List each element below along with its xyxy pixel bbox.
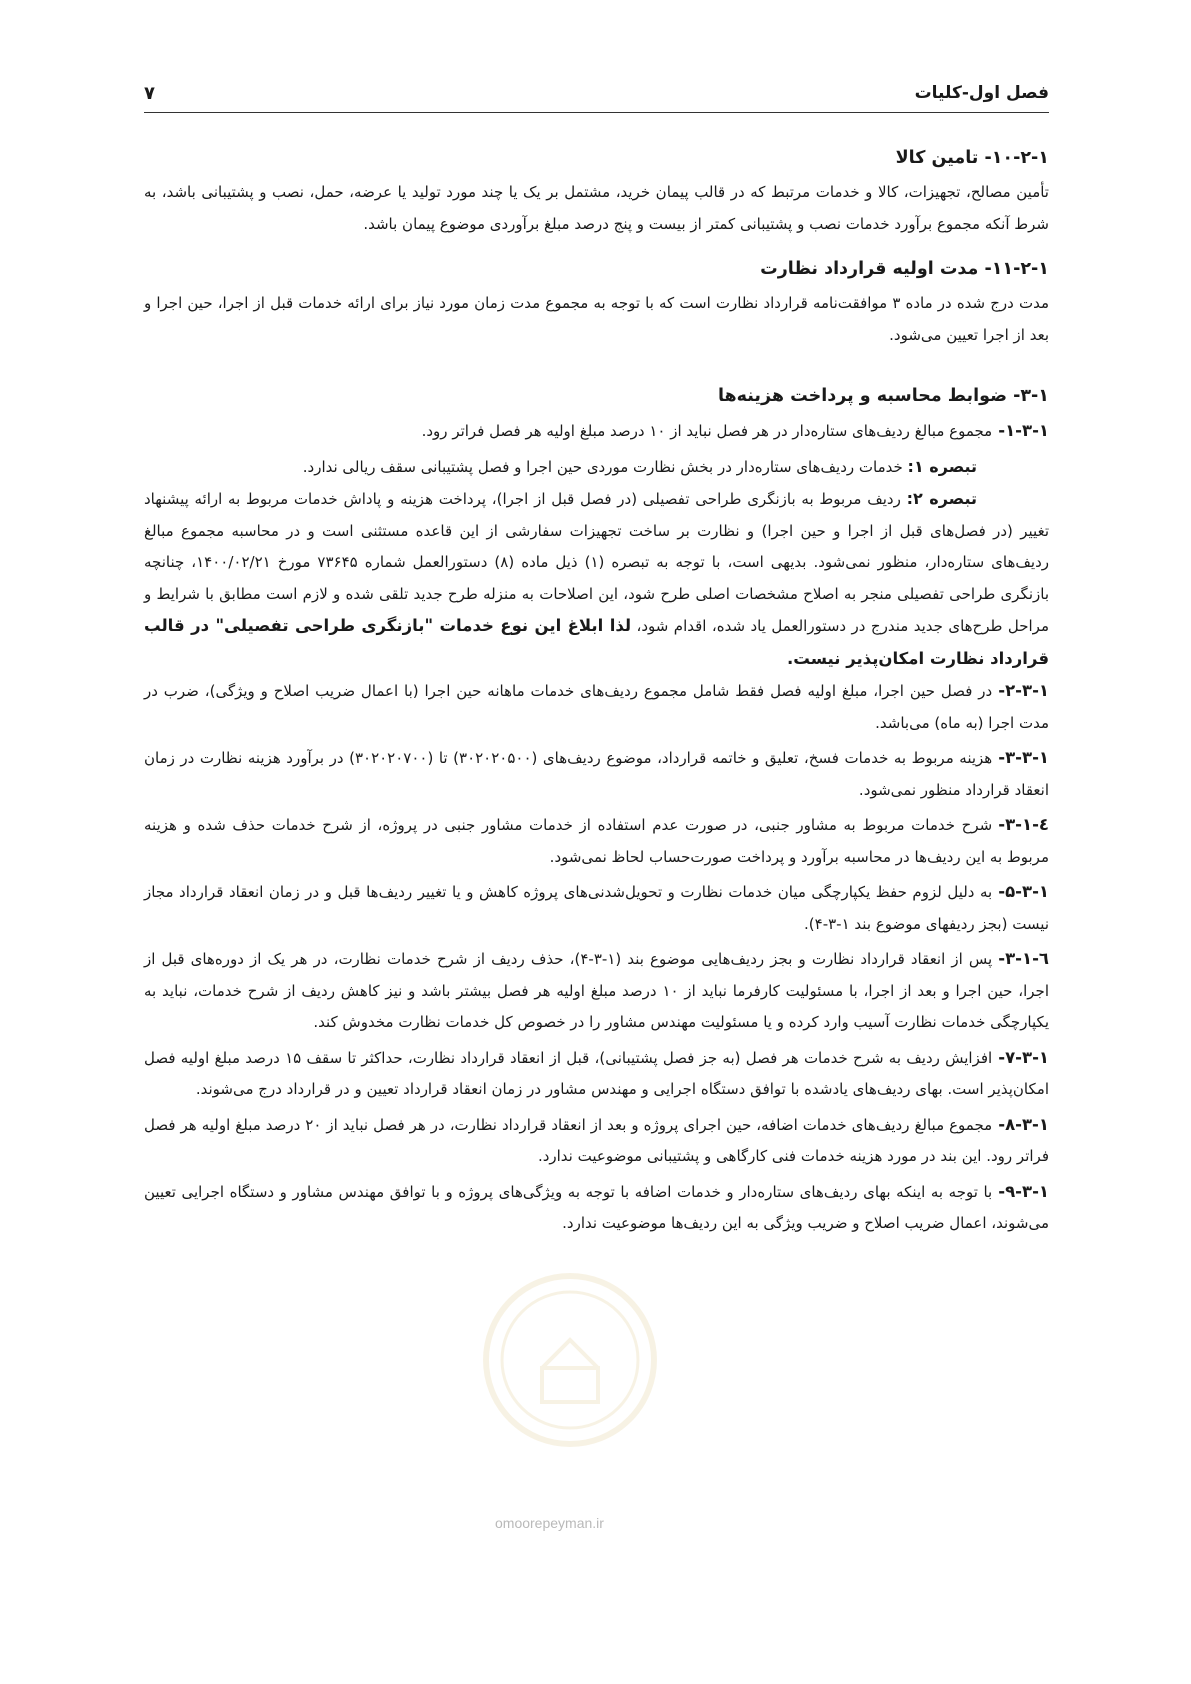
clause-number: ٤-۳-۱- — [998, 815, 1049, 834]
note-label: تبصره ۲: — [906, 489, 977, 508]
clause-number: ۱-۳-۱- — [998, 421, 1049, 440]
clause-text: با توجه به اینکه بهای ردیف‌های ستاره‌دار و خدمات اضافه با توجه به ویژگی‌های پروژه و با توافق مهندس مشاور و دستگاه اجرایی تعیین می‌شوند، اعمال ضریب اصلاح و ضریب ویژگی به این ردیف‌ها موضوعیت ندارد. — [144, 1182, 1049, 1232]
note-2 — [144, 483, 1049, 675]
clause-number: ۲-۳-۱- — [998, 681, 1049, 700]
clause-text: شرح خدمات مربوط به مشاور جنبی، در صورت عدم استفاده از خدمات مشاور جنبی در پروژه، از شرح خدمات حذف شده و هزینه مربوط به این ردیف‌ها در محاسبه برآورد و پرداخت صورت‌حساب لحاظ نمی‌شود. — [144, 816, 1049, 866]
clause-number: ۷-۳-۱- — [998, 1047, 1049, 1067]
clause-text: افزایش ردیف به شرح خدمات هر فصل (به جز فصل پشتیبانی)، قبل از انعقاد قرارداد نظارت، حداکثر تا سقف ۱۵ درصد مبلغ اولیه فصل امکان‌پذیر است. بهای ردیف‌های یادشده با توافق دستگاه اجرایی و مهندس مشاور در زمان انعقاد قرارداد تعیین و در قرارداد درج می‌شوند. — [144, 1048, 1049, 1098]
section-body-1-2-11: مدت درج شده در ماده ۳ موافقت‌نامه قرارداد نظارت است که با توجه به مجموع مدت زمان مورد نیاز برای ارائه خدمات قبل از اجرا، حین اجرا و بعد از اجرا تعیین می‌شود. — [144, 294, 1049, 344]
clause-1-3-4 — [144, 809, 1049, 873]
page-header — [144, 78, 1049, 108]
clause-1-3-5 — [144, 876, 1049, 940]
note-text: خدمات ردیف‌های ستاره‌دار در بخش نظارت موردی حین اجرا و فصل پشتیبانی سقف ریالی ندارد. — [302, 457, 903, 476]
note-label: تبصره ۱: — [907, 456, 977, 476]
clause-1-3-1 — [144, 415, 1049, 448]
section-body-1-2-10: تأمین مصالح، تجهیزات، کالا و خدمات مرتبط که در قالب پیمان خرید، مشتمل بر یک یا چند مورد تولید یا عرضه، حمل، نصب و پشتیبانی باشد، به شرط آنکه مجموع برآورد خدمات نصب و پشتیبانی کمتر از بیست و پنج درصد مبلغ برآوردی موضوع پیمان باشد. — [144, 183, 1049, 233]
watermark-seal-icon — [480, 1270, 660, 1450]
clause-number: ۹-۳-۱- — [998, 1181, 1049, 1201]
clause-1-3-9 — [144, 1176, 1049, 1240]
clause-number: ۳-۳-۱- — [998, 748, 1049, 767]
clause-text: مجموع مبالغ ردیف‌های خدمات اضافه، حین اجرای پروژه و بعد از انعقاد قرارداد نظارت، در هر فصل نباید از ۲۰ درصد مبلغ اولیه هر فصل فراتر رود. این بند در مورد هزینه خدمات فنی کارگاهی و پشتیبانی موضوعیت ندارد. — [144, 1115, 1049, 1165]
clause-1-3-8 — [144, 1109, 1049, 1173]
clause-1-3-3 — [144, 742, 1049, 806]
clause-text: پس از انعقاد قرارداد نظارت و بجز ردیف‌هایی موضوع بند (۱-۳-۴)، حذف ردیف از شرح خدمات نظارت، در هر یک از دوره‌های قبل از اجرا، حین اجرا و بعد از اجرا، با مسئولیت کارفرما نباید از ۱۰ درصد مبلغ اولیه هر فصل بیشتر باشد و نیز کاهش ردیف از شرح خدمات، نباید به یکپارچگی خدمات نظارت آسیب وارد کرده و یا مسئولیت مهندس مشاور را در خصوص کل خدمات نظارت مخدوش کند. — [144, 950, 1049, 1031]
section-title-1-3: ۳-۱- ضوابط محاسبه و پرداخت هزینه‌ها — [717, 386, 1049, 406]
watermark-site-text: omoorepeyman.ir — [495, 1515, 604, 1531]
watermark-site — [495, 1515, 604, 1531]
page-content — [144, 143, 1049, 1243]
clause-1-3-7 — [144, 1042, 1049, 1106]
header-divider — [144, 112, 1049, 113]
section-title-1-2-11: ۱۱-۲-۱- مدت اولیه قرارداد نظارت — [760, 259, 1049, 279]
section-title-1-2-10: ۱۰-۲-۱- تامین کالا — [895, 148, 1049, 168]
note-emphasis: لذا ابلاغ این نوع خدمات "بازنگری طراحی تفصیلی" در قالب قرارداد نظارت امکان‌پذیر نیست. — [144, 616, 1049, 668]
clause-text: مجموع مبالغ ردیف‌های ستاره‌دار در هر فصل نباید از ۱۰ درصد مبلغ اولیه هر فصل فراتر رود. — [421, 422, 993, 440]
clause-text: به دلیل لزوم حفظ یکپارچگی میان خدمات نظارت و تحویل‌شدنی‌های پروژه کاهش و یا تغییر ردیف‌ها قبل و در زمان انعقاد قرارداد مجاز نیست (بجز ردیفهای موضوع بند ۱-۳-۴). — [144, 883, 1049, 933]
clause-number: ۸-۳-۱- — [998, 1114, 1049, 1134]
clause-text: هزینه مربوط به خدمات فسخ، تعلیق و خاتمه قرارداد، موضوع ردیف‌های (۳۰۲۰۲۰۵۰۰) تا (۳۰۲۰۲۰۷۰۰) در برآورد هزینه نظارت در زمان انعقاد قرارداد منظور نمی‌شود. — [144, 749, 1049, 799]
clause-text: در فصل حین اجرا، مبلغ اولیه فصل فقط شامل مجموع ردیف‌های خدمات ماهانه حین اجرا (با اعمال ضریب اصلاح و ویژگی)، ضرب در مدت اجرا (به ماه) می‌باشد. — [144, 682, 1049, 732]
clause-1-3-2 — [144, 675, 1049, 739]
clause-number: ٦-۳-۱- — [998, 949, 1049, 968]
page-number: ۷ — [144, 82, 155, 104]
chapter-title: فصل اول-کلیات — [914, 83, 1049, 103]
note-1 — [144, 451, 1049, 484]
clause-1-3-6 — [144, 943, 1049, 1039]
clause-number: ۵-۳-۱- — [998, 882, 1049, 901]
note-text: ردیف مربوط به بازنگری طراحی تفصیلی (در فصل قبل از اجرا)، پرداخت هزینه و پاداش خدمات مربوط به ارائه پیشنهاد تغییر (در فصل‌های قبل از اجرا و حین اجرا) و نظارت بر ساخت تجهیزات سفارشی از این قاعده مستثنی است و در محاسبه مجموع مبالغ ردیف‌های ستاره‌دار، منظور نمی‌شود. بدیهی است، با توجه به تبصره (۱) ذیل ماده (۸) دستورالعمل شماره ۷۳۶۴۵ مورخ ۱۴۰۰/۰۲/۲۱، چنانچه بازنگری طراحی تفصیلی منجر به اصلاح مشخصات اصلی طرح شود، این اصلاحات به منزله طرح جدید تلقی شده و لازم است مطابق با شرایط و مراحل طرح‌های جدید مندرج در دستورالعمل یاد شده، اقدام شود، — [144, 490, 1049, 635]
